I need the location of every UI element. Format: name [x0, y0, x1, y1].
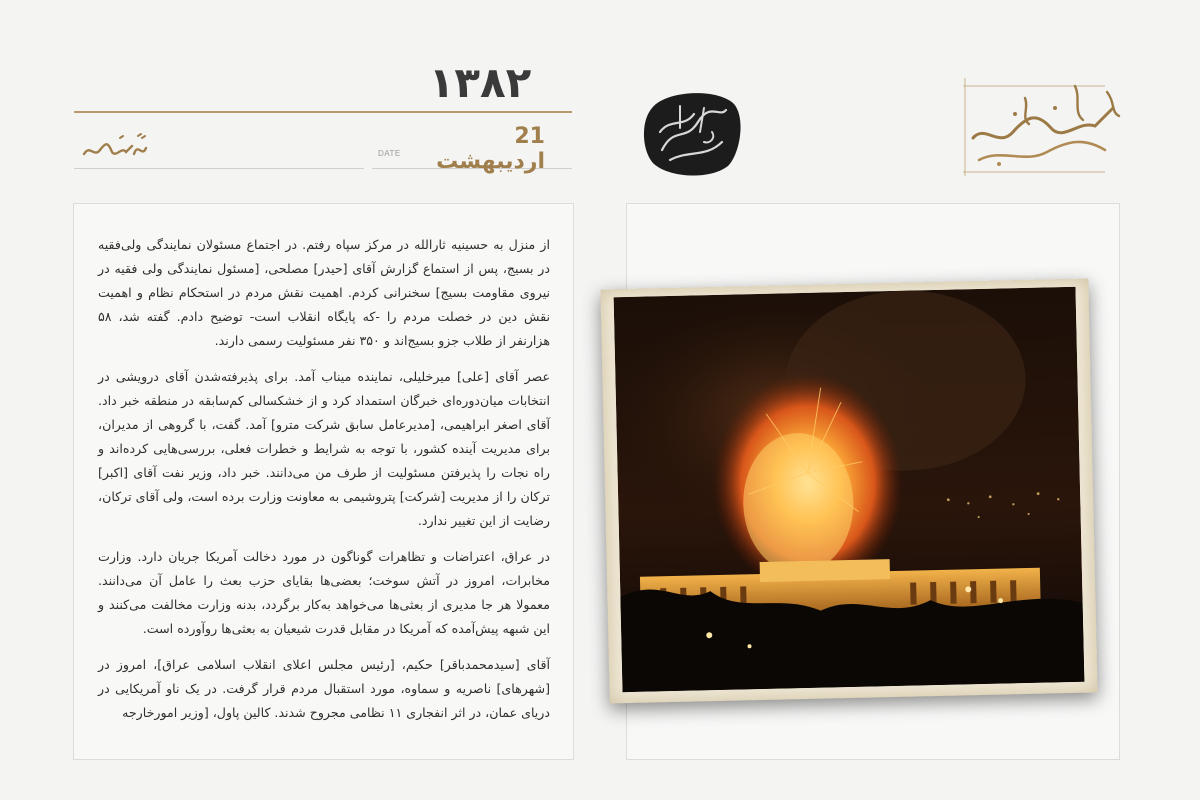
header-divider — [74, 111, 572, 113]
paragraph: آقای [سیدمحمدباقر] حکیم، [رئیس مجلس اعلای انقلاب اسلامی عراق]، امروز در [شهرهای] ناصریه و سماوه، مورد استقبال مردم قرار گرفت. در یک ناو آمریکایی در دریای عمان، در اثر انفجاری ۱۱ نظامی مجروح شدند. کالین پاول، [وزیر امورخارجه — [98, 657, 550, 720]
book-logo — [955, 68, 1125, 180]
date-underline — [74, 168, 364, 169]
date-value: 21 اردیبهشت — [436, 124, 545, 174]
memoir-body — [98, 233, 550, 737]
date-label: DATE — [378, 149, 401, 158]
seal-stamp — [640, 88, 744, 178]
paragraph: عصر آقای [علی] میرخلیلی، نماینده میناب آمد. برای پذیرفته‌شدن آقای درویشی در انتخابات میان‌دوره‌ای خبرگان استمداد کرد و از خشکسالی کم‌سابقه در منطقه خبر داد. آقای اصغر ابراهیمی، [مدیرعامل سابق شرکت مترو] آمد. گفت، با گروهی از مدیران، برای مدیریت آینده کشور، با توجه به شرایط و خطرات فعلی، بررسی‌هایی کرده‌اند و راه نجات را پذیرفتن مسئولیت از طرف من می‌دانند. خبر داد، وزیر نفت آقای [اکبر] ترکان را از مدیریت [شرکت] پتروشیمی به معاونت وزارت برده است، ولی آقای ترکان، رضایت از این تغییر ندارد. — [98, 369, 550, 528]
paragraph: از منزل به حسینیه ثارالله در مرکز سپاه رفتم. در اجتماع مسئولان نمایندگی ولی‌فقیه در بسیج، پس از استماع گزارش آقای [حیدر] مصلحی، [مسئول نمایندگی ولی فقیه در نیروی مقاومت بسیج] سخنرانی کردم. اهمیت نقش مردم در استحکام نظام و اهمیت نقش دین در خصلت مردم را -که پایگاه انقلاب است- توضیح دادم. گفته شد، ۵۸ هزارنفر از طلاب جزو بسیج‌اند و ۳۵۰ نفر مسئولیت رسمی دارند. — [98, 237, 550, 348]
paragraph: در عراق، اعتراضات و تظاهرات گوناگون در مورد دخالت آمریکا جریان دارد. وزارت مخابرات، امروز در آتش سوخت؛ بعضی‌ها بقایای حزب بعث را عامل آن می‌دانند. معمولا هر جا مدیری از بعثی‌ها می‌خواهد به‌کار برگردد، بدنه وزارت مخالفت می‌کنند و این شبهه پیش‌آمده که آمریکا در مقابل قدرت شیعیان به بعثی‌ها روآورده است. — [98, 549, 550, 636]
year-heading: ۱۳۸۲ — [428, 58, 532, 107]
signature — [80, 128, 160, 168]
burning-building-photo — [614, 287, 1085, 692]
